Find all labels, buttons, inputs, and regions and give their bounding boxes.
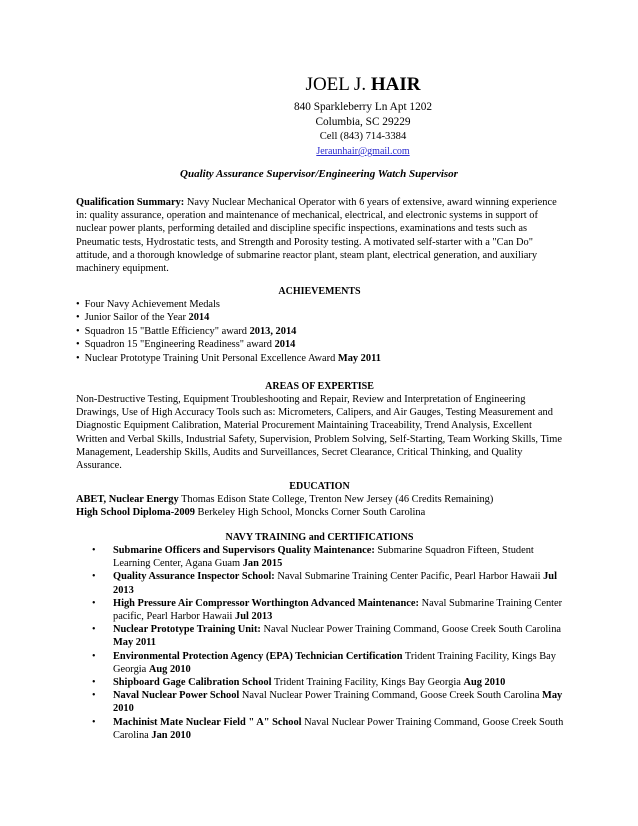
education-heading: EDUCATION <box>289 481 350 492</box>
list-item: • Nuclear Prototype Training Unit Personal Excellence Award May 2011 <box>76 352 381 364</box>
bullet-icon: • <box>92 597 96 609</box>
areas-of-expertise-text: Non-Destructive Testing, Equipment Troubleshooting and Repair, Review and Interpretation of Engineering Drawings, Use of High Accuracy Tools such as: Micrometers, Calipers, and Air Gauges, Testing Measurement and Diagnostic Equipment Calibration, Material Procurement Maintaining Traceability, Trend Analysis, Excellent Written and Verbal Skills, Industrial Safety, Supervision, Problem Solving, Self-Starting, Team Working Skills, Time Management, Leadership Skills, Audits and Surveillances, Secret Clearance, Critical Thinking, and Quality Assurance. <box>76 394 562 472</box>
education-entry: ABET, Nuclear Energy Thomas Edison State College, Trenton New Jersey (46 Credits Remaining) <box>76 494 494 505</box>
list-item: • Environmental Protection Agency (EPA) Technician Certification Trident Training Facility, Kings Bay Georgia Aug 2010 <box>92 650 556 675</box>
bullet-icon: • <box>92 690 96 702</box>
list-item: • Squadron 15 "Engineering Readiness" award 2014 <box>76 339 296 351</box>
list-item: • Four Navy Achievement Medals <box>76 299 220 310</box>
list-item: • Junior Sailor of the Year 2014 <box>76 312 210 324</box>
bullet-icon: • <box>92 545 96 556</box>
achievements-heading: ACHIEVEMENTS <box>278 286 361 297</box>
email-link[interactable]: Jeraunhair@gmail.com <box>316 146 410 157</box>
address-line-1: 840 Sparkleberry Ln Apt 1202 <box>293 101 433 113</box>
list-item: • High Pressure Air Compressor Worthington Advanced Maintenance: Naval Submarine Training Center pacific, Pearl Harbor Hawaii Jul 2013 <box>92 597 563 623</box>
last-name: HAIR <box>370 74 421 95</box>
qualification-summary <box>76 196 563 275</box>
list-item: • Nuclear Prototype Training Unit: Naval Nuclear Power Training Command, Goose Creek South Carolina May 2011 <box>92 624 562 649</box>
education-list <box>76 493 563 520</box>
objective-title: Quality Assurance Supervisor/Engineering Watch Supervisor <box>180 168 458 180</box>
list-item: • Submarine Officers and Supervisors Quality Maintenance: Submarine Squadron Fifteen, Student Learning Center, Agana Guam Jan 2015 <box>92 545 534 570</box>
address-line-2: Columbia, SC 29229 <box>315 116 411 128</box>
list-item: • Squadron 15 "Battle Efficiency" award 2013, 2014 <box>76 325 297 337</box>
areas-heading: AREAS OF EXPERTISE <box>265 381 374 392</box>
navy-training-heading: NAVY TRAINING and CERTIFICATIONS <box>225 532 414 543</box>
navy-training-list <box>92 544 564 742</box>
achievements-list <box>76 298 563 365</box>
bullet-icon: • <box>76 312 80 324</box>
list-item: • Naval Nuclear Power School Naval Nuclear Power Training Command, Goose Creek South Carolina May 2010 <box>92 690 563 715</box>
education-entry: High School Diploma-2009 Berkeley High School, Moncks Corner South Carolina <box>76 507 426 519</box>
summary-label: Qualification Summary: <box>76 197 185 208</box>
bullet-icon: • <box>92 716 96 728</box>
cell-phone: Cell (843) 714-3384 <box>319 131 407 142</box>
bullet-icon: • <box>76 299 80 310</box>
bullet-icon: • <box>92 650 96 662</box>
candidate-name <box>0 74 638 96</box>
first-name: JOEL J. <box>305 74 367 95</box>
bullet-icon: • <box>92 571 96 583</box>
list-item: • Quality Assurance Inspector School: Naval Submarine Training Center Pacific, Pearl Harbor Hawaii Jul 2013 <box>92 571 557 596</box>
summary-text: Navy Nuclear Mechanical Operator with 6 years of extensive, award winning experience in: quality assurance, operation and maintenance of mechanical, electrical, and electronic systems in support of nuclear power plants, performing detailed and discipline specific inspections, examinations and tests such as Pneumatic tests, Hydrostatic tests, and Strength and Porosity testing. A motivated self-starter with a "Can Do" attitude, and a thorough knowledge of submarine reactor plant, steam plant, electrical generation, and auxiliary machinery equipment. <box>76 197 557 275</box>
bullet-icon: • <box>76 339 80 351</box>
bullet-icon: • <box>92 624 96 636</box>
list-item: • Shipboard Gage Calibration School Trident Training Facility, Kings Bay Georgia Aug 2010 <box>92 677 506 689</box>
bullet-icon: • <box>76 325 80 337</box>
bullet-icon: • <box>76 352 80 364</box>
list-item: • Machinist Mate Nuclear Field " A" School Naval Nuclear Power Training Command, Goose Creek South Carolina Jan 2010 <box>92 716 564 741</box>
bullet-icon: • <box>92 677 96 689</box>
